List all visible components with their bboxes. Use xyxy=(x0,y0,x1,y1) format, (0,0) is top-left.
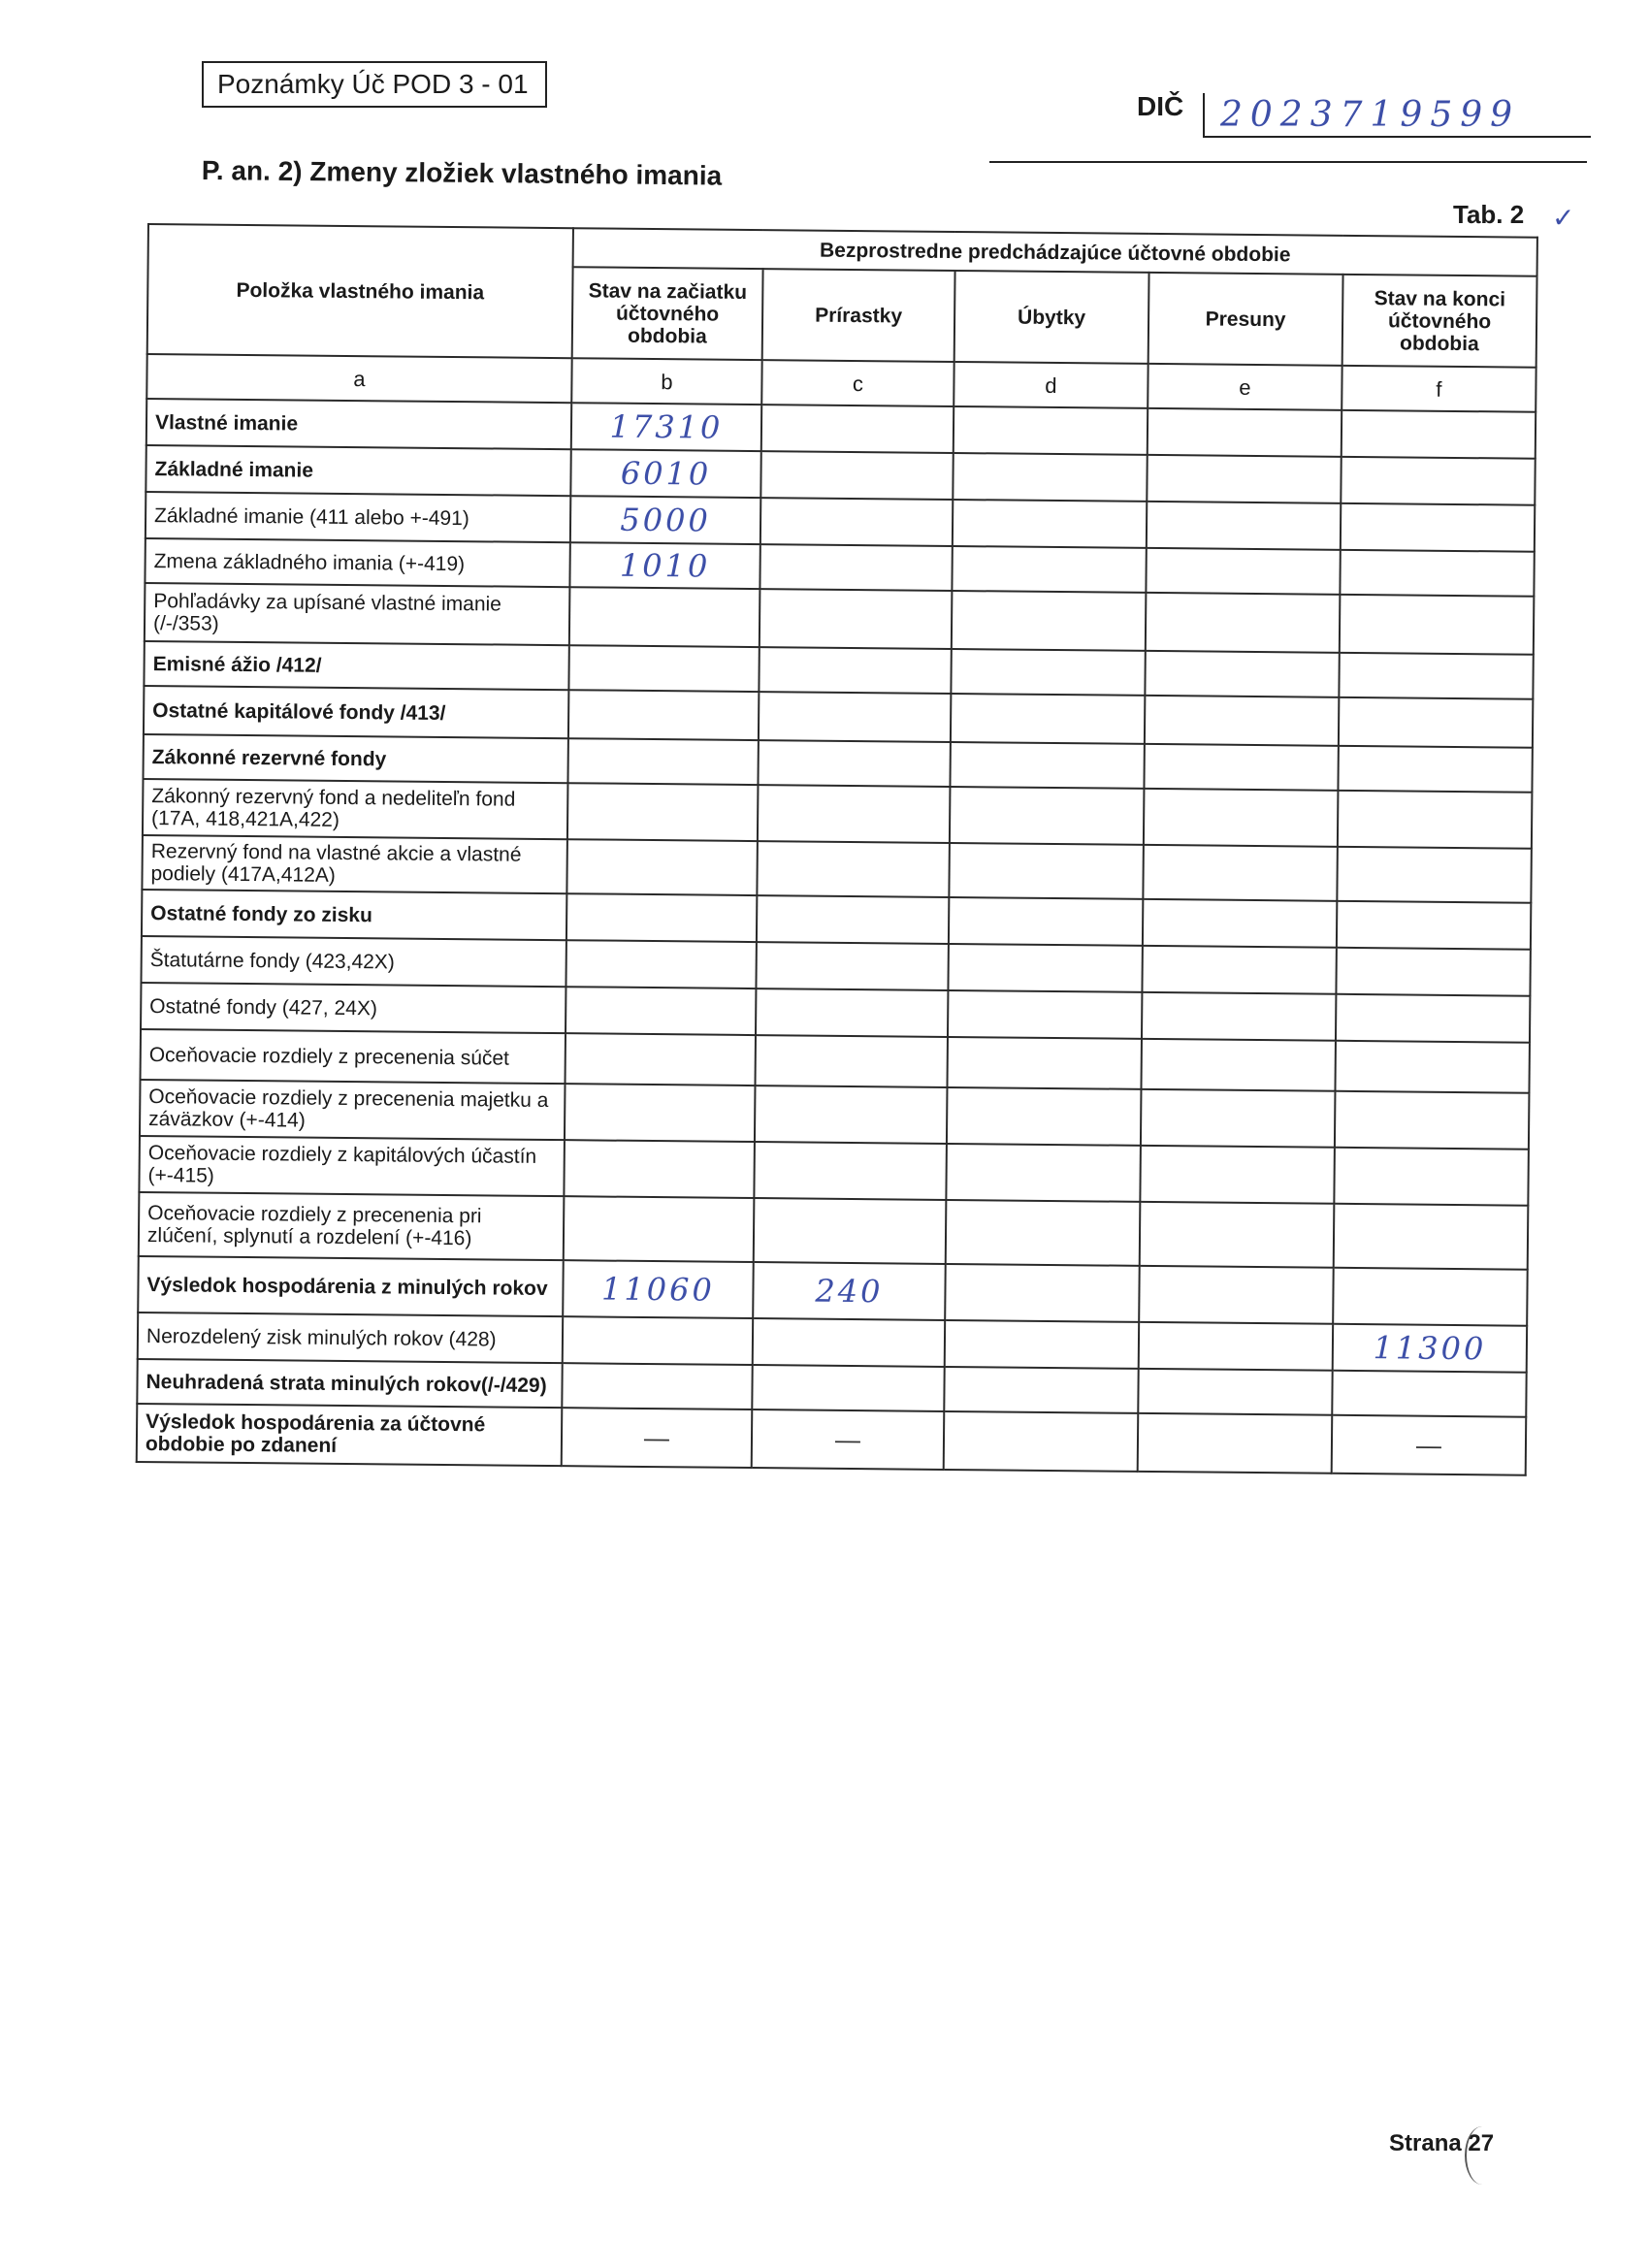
cell-e xyxy=(1145,651,1339,697)
cell-c xyxy=(755,1035,947,1087)
cell-e xyxy=(1147,455,1341,503)
cell-e xyxy=(1139,1322,1333,1371)
cell-f: — xyxy=(1332,1415,1527,1475)
cell-f xyxy=(1337,847,1532,903)
cell-e xyxy=(1145,696,1339,746)
cell-f xyxy=(1341,503,1535,552)
cell-e xyxy=(1138,1369,1332,1415)
cell-b xyxy=(566,1033,756,1085)
cell-b xyxy=(566,893,757,942)
cell-d xyxy=(953,500,1147,548)
header-period: Bezprostredne predchádzajúce účtovné obdobie xyxy=(573,228,1537,276)
cell-f xyxy=(1340,550,1534,597)
letter-f: f xyxy=(1342,366,1536,412)
equity-changes-table xyxy=(136,223,1538,1476)
cell-f xyxy=(1338,791,1533,849)
cell-b: 1010 xyxy=(569,542,760,589)
form-code: Poznámky Úč POD 3 - 01 xyxy=(217,69,529,99)
cell-e xyxy=(1141,1039,1335,1091)
row-label: Ostatné fondy (427, 24X) xyxy=(141,983,566,1033)
cell-d xyxy=(954,406,1148,455)
cell-d xyxy=(944,1411,1139,1472)
cell-c xyxy=(760,498,953,546)
row-label: Oceňovacie rozdiely z kapitálových účastín (+-415) xyxy=(139,1136,565,1196)
row-label: Štatutárne fondy (423,42X) xyxy=(141,936,566,987)
cell-f xyxy=(1334,1204,1529,1270)
row-label: Zákonné rezervné fondy xyxy=(143,734,567,783)
cell-f xyxy=(1336,994,1530,1043)
row-label: Emisné ážio /412/ xyxy=(144,641,568,690)
cell-b xyxy=(567,783,759,841)
header-col-d: Úbytky xyxy=(954,271,1149,364)
cell-c xyxy=(759,692,951,742)
row-label: Oceňovacie rozdiely z precenenia súčet xyxy=(141,1029,566,1084)
cell-c xyxy=(758,740,950,787)
cell-b xyxy=(565,1084,756,1142)
cell-d xyxy=(949,897,1143,946)
cell-b xyxy=(566,940,756,988)
cell-f: 11300 xyxy=(1333,1324,1527,1373)
cell-d xyxy=(952,591,1147,651)
cell-e xyxy=(1144,744,1338,791)
cell-c xyxy=(757,895,949,944)
cell-f xyxy=(1340,595,1535,655)
header-col-b: Stav na začiatku účtovného obdobia xyxy=(572,267,763,360)
row-label: Pohľadávky za upísané vlastné imanie (/-/353) xyxy=(145,583,570,645)
cell-d xyxy=(949,843,1144,899)
cell-c xyxy=(754,1142,947,1200)
cell-b xyxy=(564,1196,755,1262)
cell-d xyxy=(950,742,1144,789)
table-row xyxy=(137,1404,1527,1475)
cell-e xyxy=(1146,593,1341,653)
cell-d xyxy=(946,1144,1141,1202)
page-bracket-mark xyxy=(1465,2126,1500,2185)
cell-c xyxy=(753,1318,945,1367)
letter-e: e xyxy=(1148,364,1342,410)
cell-c xyxy=(759,647,951,694)
row-label: Rezervný fond na vlastné akcie a vlastné podiely (417A,412A) xyxy=(142,835,567,893)
cell-b: 6010 xyxy=(570,449,760,498)
section-title: P. an. 2) Zmeny zložiek vlastného imania xyxy=(201,155,723,191)
cell-c xyxy=(761,405,954,453)
row-label: Ostatné fondy zo zisku xyxy=(142,890,566,940)
cell-b: 11060 xyxy=(563,1260,754,1318)
header-rule xyxy=(989,161,1587,163)
cell-e xyxy=(1142,946,1336,994)
header-col-c: Prírastky xyxy=(762,269,955,362)
cell-c xyxy=(757,841,950,897)
cell-c: — xyxy=(752,1409,945,1470)
cell-b xyxy=(563,1316,753,1365)
cell-b xyxy=(569,587,760,647)
cell-b xyxy=(562,1363,752,1409)
cell-e xyxy=(1138,1413,1333,1474)
row-label: Zákonný rezervný fond a nedeliteľn fond (17A, 418,421A,422) xyxy=(143,779,568,839)
check-mark-icon: ✓ xyxy=(1552,203,1575,233)
cell-b xyxy=(567,738,758,785)
cell-c xyxy=(760,451,953,500)
cell-f xyxy=(1335,1041,1530,1093)
cell-b xyxy=(566,987,756,1035)
cell-b: 5000 xyxy=(570,496,760,544)
cell-e xyxy=(1140,1146,1335,1204)
cell-d xyxy=(947,1087,1142,1146)
row-label: Nerozdelený zisk minulých rokov (428) xyxy=(138,1312,563,1363)
cell-e xyxy=(1147,502,1341,550)
cell-c xyxy=(755,1085,948,1144)
cell-e xyxy=(1140,1202,1335,1268)
cell-e xyxy=(1143,845,1338,901)
header-item: Položka vlastného imania xyxy=(147,224,573,358)
cell-f xyxy=(1342,410,1536,459)
row-label: Vlastné imanie xyxy=(146,399,571,449)
cell-c xyxy=(756,988,948,1037)
header-col-e: Presuny xyxy=(1148,273,1343,366)
cell-f xyxy=(1339,697,1534,748)
header-col-f: Stav na konci účtovného obdobia xyxy=(1342,275,1537,368)
letter-d: d xyxy=(954,362,1148,408)
cell-d xyxy=(945,1320,1139,1369)
row-label: Neuhradená strata minulých rokov(/-/429) xyxy=(137,1359,562,1408)
cell-c xyxy=(758,785,951,843)
row-label: Ostatné kapitálové fondy /413/ xyxy=(144,686,568,738)
cell-d xyxy=(951,694,1145,744)
cell-f xyxy=(1336,948,1530,996)
cell-f xyxy=(1341,457,1535,505)
cell-e xyxy=(1148,408,1342,457)
cell-f xyxy=(1334,1148,1529,1206)
cell-f xyxy=(1335,1091,1530,1150)
dic-label: DIČ xyxy=(1137,91,1184,121)
form-code-box xyxy=(202,61,547,108)
cell-d xyxy=(945,1264,1140,1322)
cell-b xyxy=(568,645,759,692)
cell-f xyxy=(1337,901,1531,950)
cell-b xyxy=(566,839,758,895)
cell-c: 240 xyxy=(753,1262,946,1320)
cell-c xyxy=(760,589,953,649)
equity-changes-table-wrap xyxy=(136,223,1536,1476)
cell-d xyxy=(948,944,1142,992)
tab-label: Tab. 2 xyxy=(1453,200,1525,229)
cell-c xyxy=(752,1365,944,1411)
cell-e xyxy=(1142,992,1336,1041)
row-label: Zmena základného imania (+-419) xyxy=(145,538,569,587)
cell-d xyxy=(947,1037,1141,1089)
cell-f xyxy=(1333,1268,1528,1326)
cell-b xyxy=(568,690,759,740)
cell-e xyxy=(1144,789,1339,847)
cell-b: 17310 xyxy=(571,403,761,451)
cell-d xyxy=(950,787,1145,845)
cell-d xyxy=(952,546,1146,593)
dic-value: 2023719599 xyxy=(1220,95,1521,135)
cell-d xyxy=(948,990,1142,1039)
letter-a: a xyxy=(146,354,571,403)
cell-c xyxy=(760,544,952,591)
page-number: Strana 27 xyxy=(1389,2130,1495,2156)
row-label: Výsledok hospodárenia za účtovné obdobie po zdanení xyxy=(137,1404,563,1466)
cell-d xyxy=(953,453,1147,502)
letter-c: c xyxy=(761,360,954,406)
row-label: Základné imanie (411 alebo +-491) xyxy=(146,492,570,542)
cell-e xyxy=(1141,1089,1336,1148)
cell-f xyxy=(1338,746,1532,793)
row-label: Základné imanie xyxy=(146,445,570,496)
letter-b: b xyxy=(571,358,761,405)
cell-e xyxy=(1143,899,1337,948)
cell-b xyxy=(564,1140,755,1198)
cell-d xyxy=(951,649,1145,696)
cell-f xyxy=(1332,1371,1526,1417)
row-label: Výsledok hospodárenia z minulých rokov xyxy=(138,1256,564,1316)
cell-d xyxy=(946,1200,1141,1266)
cell-e xyxy=(1139,1266,1334,1324)
row-label: Oceňovacie rozdiely z precenenia pri zlúčení, splynutí a rozdelení (+-416) xyxy=(139,1192,565,1260)
row-label: Oceňovacie rozdiely z precenenia majetku a záväzkov (+-414) xyxy=(140,1080,566,1140)
cell-b: — xyxy=(562,1408,753,1468)
cell-e xyxy=(1146,548,1340,595)
cell-d xyxy=(944,1367,1138,1413)
cell-c xyxy=(756,942,948,990)
cell-c xyxy=(754,1198,947,1264)
cell-f xyxy=(1339,653,1533,699)
